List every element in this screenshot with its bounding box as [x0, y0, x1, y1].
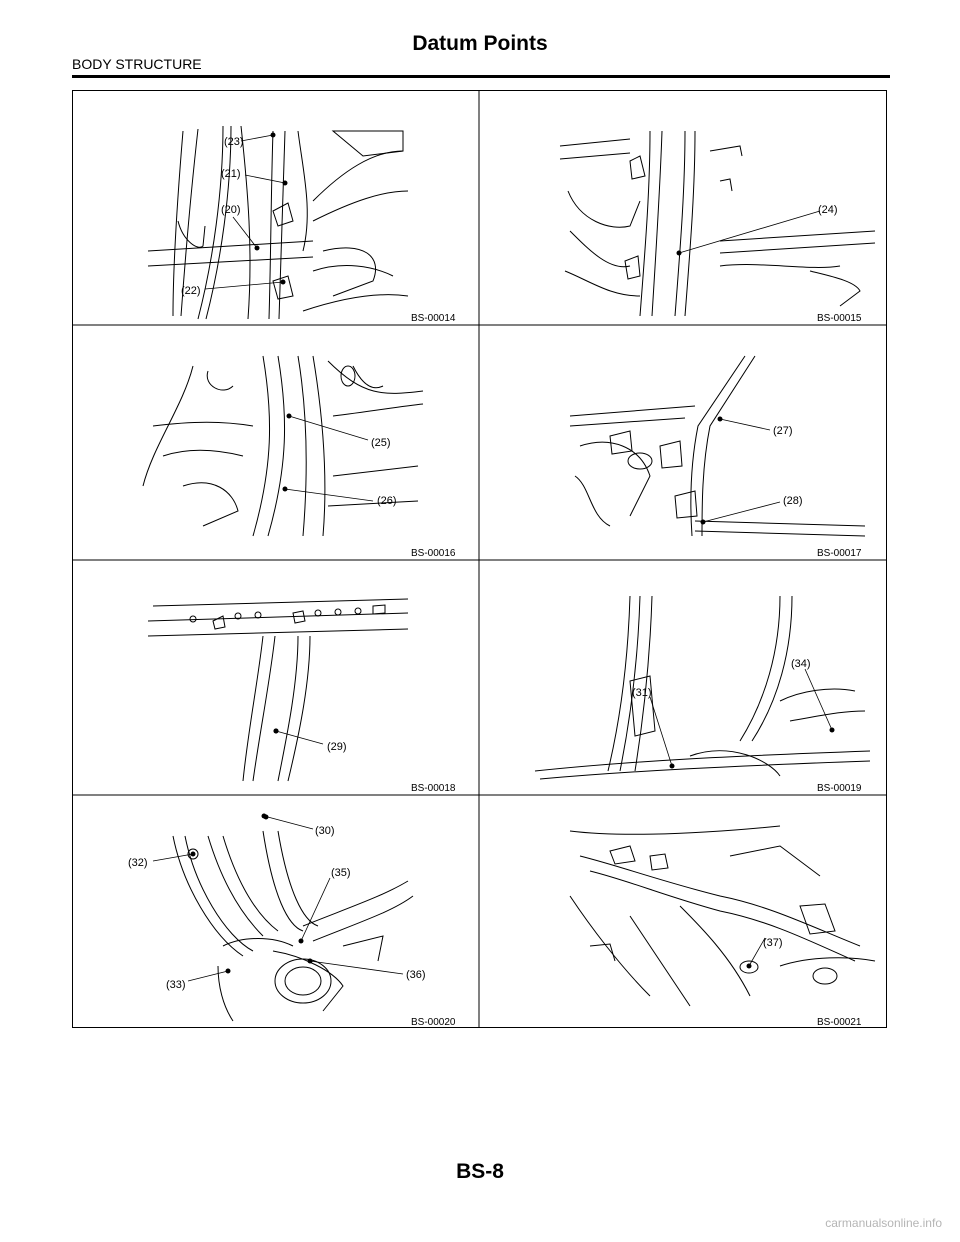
drawing-roof-rail-center-pillar: [73, 561, 480, 837]
drawing-pillar-front-right: [480, 91, 888, 326]
callout-label: (23): [224, 136, 244, 148]
section-name: BODY STRUCTURE: [72, 56, 202, 72]
drawing-center-pillar-lower: [73, 326, 480, 561]
figure-code: BS-00017: [817, 548, 862, 559]
callout-label: (27): [773, 425, 793, 437]
figure-bs-00016: [73, 326, 480, 561]
figure-code: BS-00019: [817, 783, 862, 794]
page-number: BS-8: [456, 1160, 504, 1183]
drawing-side-sill: [480, 561, 888, 796]
figure-code: BS-00020: [411, 1017, 456, 1028]
callout-label: (24): [818, 204, 838, 216]
drawing-pillar-front-left: [73, 91, 480, 326]
figure-code: BS-00018: [411, 783, 456, 794]
callout-label: (20): [221, 204, 241, 216]
callout-label: (29): [327, 741, 347, 753]
figure-bs-00018: [73, 561, 480, 837]
figure-bs-00021: [480, 796, 888, 1029]
callout-label: (21): [221, 168, 241, 180]
figure-code: BS-00014: [411, 313, 456, 324]
callout-label: (22): [181, 285, 201, 297]
callout-label: (34): [791, 658, 811, 670]
figure-bs-00014: [73, 91, 480, 326]
figure-grid: [72, 90, 887, 1028]
callout-label: (32): [128, 857, 148, 869]
callout-label: (37): [763, 937, 783, 949]
drawing-rear-pillar: [480, 326, 888, 561]
callout-label: (33): [166, 979, 186, 991]
watermark: carmanualsonline.info: [825, 1216, 942, 1230]
figure-bs-00017: [480, 326, 888, 561]
figure-code: BS-00016: [411, 548, 456, 559]
callout-label: (25): [371, 437, 391, 449]
drawing-rear-wheel-house: [73, 796, 480, 1029]
page-title: Datum Points: [412, 32, 548, 55]
callout-label: (28): [783, 495, 803, 507]
header-rule: [72, 75, 890, 78]
figure-code: BS-00021: [817, 1017, 862, 1028]
figure-code: BS-00015: [817, 313, 862, 324]
callout-label: (35): [331, 867, 351, 879]
figure-bs-00015: [480, 91, 888, 326]
drawing-rear-floor: [480, 796, 888, 1029]
callout-label: (30): [315, 825, 335, 837]
figure-bs-00020: [73, 796, 480, 1029]
figure-bs-00019: [480, 561, 888, 796]
callout-label: (26): [377, 495, 397, 507]
callout-label: (36): [406, 969, 426, 981]
callout-label: (31): [632, 687, 652, 699]
